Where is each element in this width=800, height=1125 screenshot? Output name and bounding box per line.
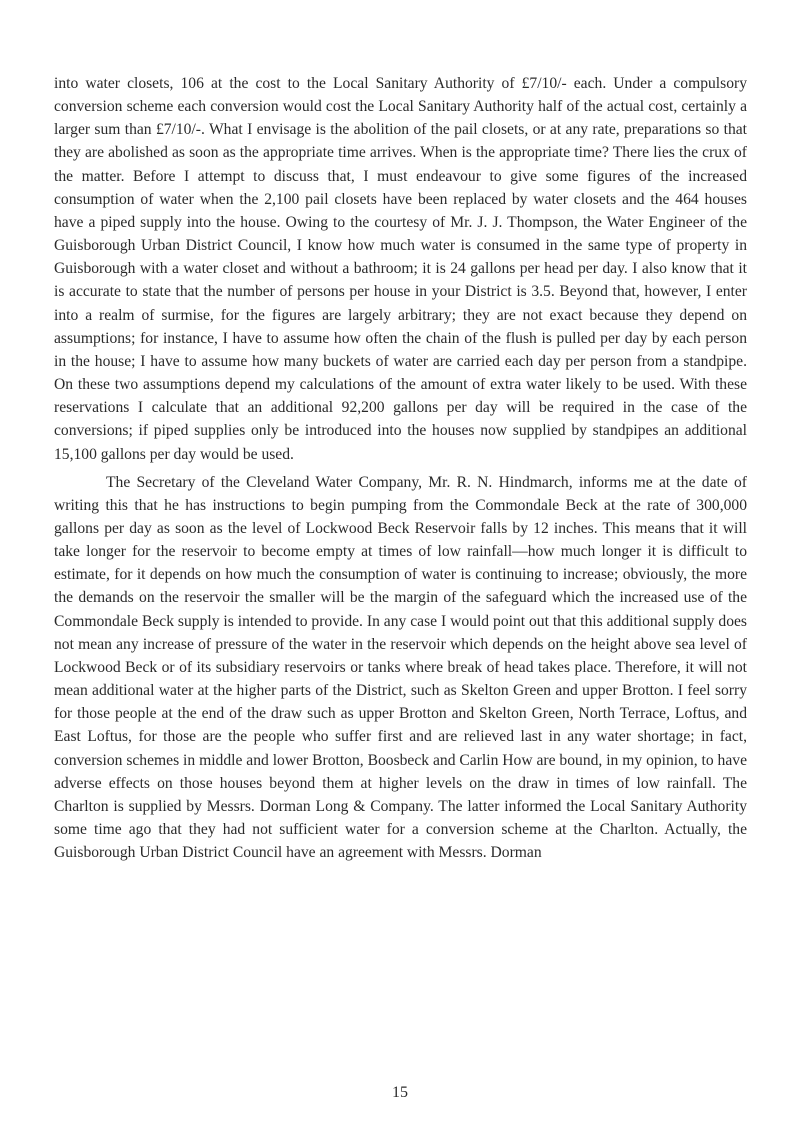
paragraph-commondale-beck-supply: The Secretary of the Cleveland Water Company, Mr. R. N. Hindmarch, informs me at the date of writing this that he has instructions to begin pumping from the Commondale Beck at the rate of 300,000 gallons per day as soon as the level of Lockwood Beck Reservoir falls by 12 inches. This means that it will take longer for the reservoir to become empty at times of low rainfall—how much longer it is difficult to estimate, for it depends on how much the consumption of water is continuing to increase; obviously, the more the demands on the reservoir the smaller will be the margin of the safeguard which the increased use of the Commondale Beck supply is intended to provide. In any case I would point out that this additional supply does not mean any increase of pressure of the water in the reservoir which depends on the height above sea level of Lockwood Beck or of its subsidiary reservoirs or tanks where break of head takes place. Therefore, it will not mean additional water at the higher parts of the District, such as Skelton Green and upper Brotton. I feel sorry for those people at the end of the draw such as upper Brotton and Skelton Green, North Terrace, Loftus, and East Loftus, for those are the people who suffer first and are relieved last in any water shortage; in fact, conversion schemes in middle and lower Brotton, Boosbeck and Carlin How are bound, in my opinion, to have adverse effects on those houses beyond them at higher levels on the draw in times of low rainfall. The Charlton is supplied by Messrs. Dorman Long & Company. The latter informed the Local Sanitary Authority some time ago that they had not sufficient water for a conversion scheme at the Charlton. Actually, the Guisborough Urban District Council have an agreement with Messrs. Dorman <box>54 473 747 862</box>
paragraph-water-consumption: into water closets, 106 at the cost to the Local Sanitary Authority of £7/10/- each. Under a compulsory conversion scheme each conversion would cost the Local Sanitary Authority half of the actual cost, certainly a larger sum than £7/10/-. What I envisage is the abolition of the pail closets, or at any rate, preparations so that they are abolished as soon as the appropriate time arrives. When is the appropriate time? There lies the crux of the matter. Before I attempt to discuss that, I must endeavour to give some figures of the increased consumption of water when the 2,100 pail closets have been replaced by water closets and the 464 houses have a piped supply into the house. Owing to the courtesy of Mr. J. J. Thompson, the Water Engineer of the Guisborough Urban District Council, I know how much water is consumed in the same type of property in Guisborough with a water closet and without a bathroom; it is 24 gallons per head per day. I also know that it is accurate to state that the number of persons per house in your District is 3.5. Beyond that, however, I enter into a realm of surmise, for the figures are largely arbitrary; they are not exact because they depend on assumptions; for instance, I have to assume how often the chain of the flush is pulled per day by each person in the house; I have to assume how many buckets of water are carried each day per person from a standpipe. On these two assumptions depend my calculations of the amount of extra water likely to be used. With these reservations I calculate that an additional 92,200 gallons per day will be required in the case of the conversions; if piped supplies only be introduced into the houses now supplied by standpipes an additional 15,100 gallons per day would be used. <box>54 75 747 463</box>
page-body <box>54 72 747 864</box>
page-number: 15 <box>392 1084 408 1101</box>
